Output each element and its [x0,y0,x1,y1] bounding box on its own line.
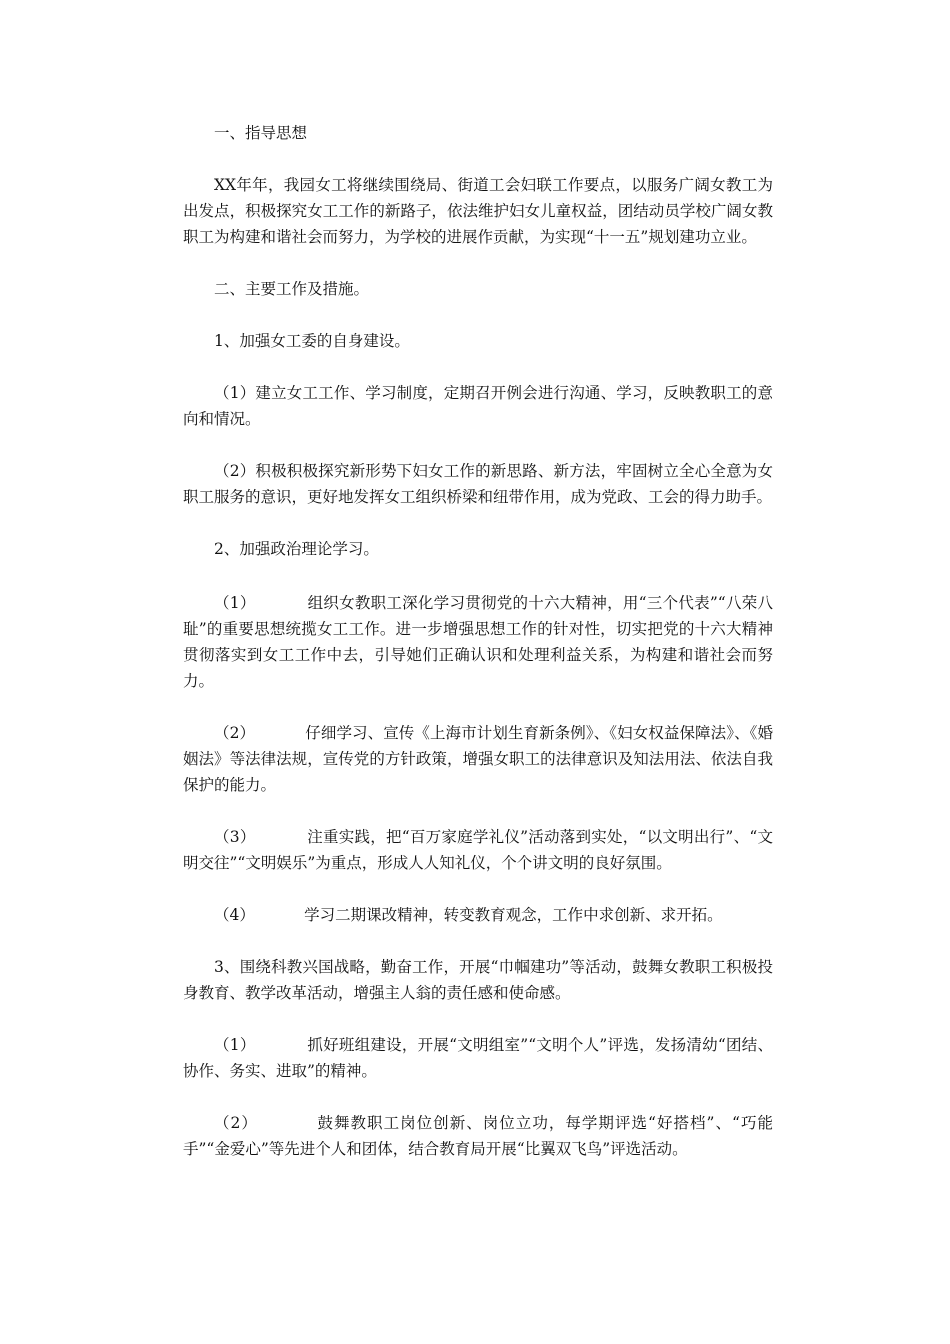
item-3-1: （1） 抓好班组建设，开展“文明组室”“文明个人”评选，发扬清幼“团结、协作、务实、进取”的精神。 [183,1036,773,1080]
item-2-3: （3） 注重实践，把“百万家庭学礼仪”活动落到实处，“以文明出行”、“文明交往”“文明娱乐”为重点，形成人人知礼仪，个个讲文明的良好氛围。 [183,828,773,872]
subheading-political-study: 2、加强政治理论学习。 [214,540,379,558]
heading-guiding-ideology: 一、指导思想 [214,124,308,142]
paragraph-intro: XX年年，我园女工将继续围绕局、街道工会妇联工作要点，以服务广阔女教工为出发点，积极探究女工工作的新路子，依法维护妇女儿童权益，团结动员学校广阔女教职工为构建和谐社会而努力，为学校的进展作贡献，为实现“十一五”规划建功立业。 [183,176,773,246]
subheading-strategy: 3、围绕科教兴国战略，勤奋工作，开展“巾帼建功”等活动，鼓舞女教职工积极投身教育、教学改革活动，增强主人翁的责任感和使命感。 [183,958,773,1002]
item-2-4: （4） 学习二期课改精神，转变教育观念，工作中求创新、求开拓。 [214,906,723,924]
item-1-2: （2）积极积极探究新形势下妇女工作的新思路、新方法，牢固树立全心全意为女职工服务的意识，更好地发挥女工组织桥梁和纽带作用，成为党政、工会的得力助手。 [183,462,773,506]
document-body [183,120,773,1162]
item-2-2: （2） 仔细学习、宣传《上海市计划生育新条例》、《妇女权益保障法》、《婚姻法》等法律法规，宣传党的方针政策，增强女职工的法律意识及知法用法、依法自我保护的能力。 [183,724,773,794]
item-2-1: （1） 组织女教职工深化学习贯彻党的十六大精神，用“三个代表”“八荣八耻”的重要思想统揽女工工作。进一步增强思想工作的针对性，切实把党的十六大精神贯彻落实到女工工作中去，引导她们正确认识和处理利益关系，为构建和谐社会而努力。 [183,594,773,690]
subheading-self-building: 1、加强女工委的自身建设。 [214,332,410,350]
item-3-2: （2） 鼓舞教职工岗位创新、岗位立功，每学期评选“好搭档”、“巧能手”“金爱心”等先进个人和团体，结合教育局开展“比翼双飞鸟”评选活动。 [183,1114,773,1158]
heading-main-work: 二、主要工作及措施。 [214,280,370,298]
item-1-1: （1）建立女工工作、学习制度，定期召开例会进行沟通、学习，反映教职工的意向和情况。 [183,384,773,428]
